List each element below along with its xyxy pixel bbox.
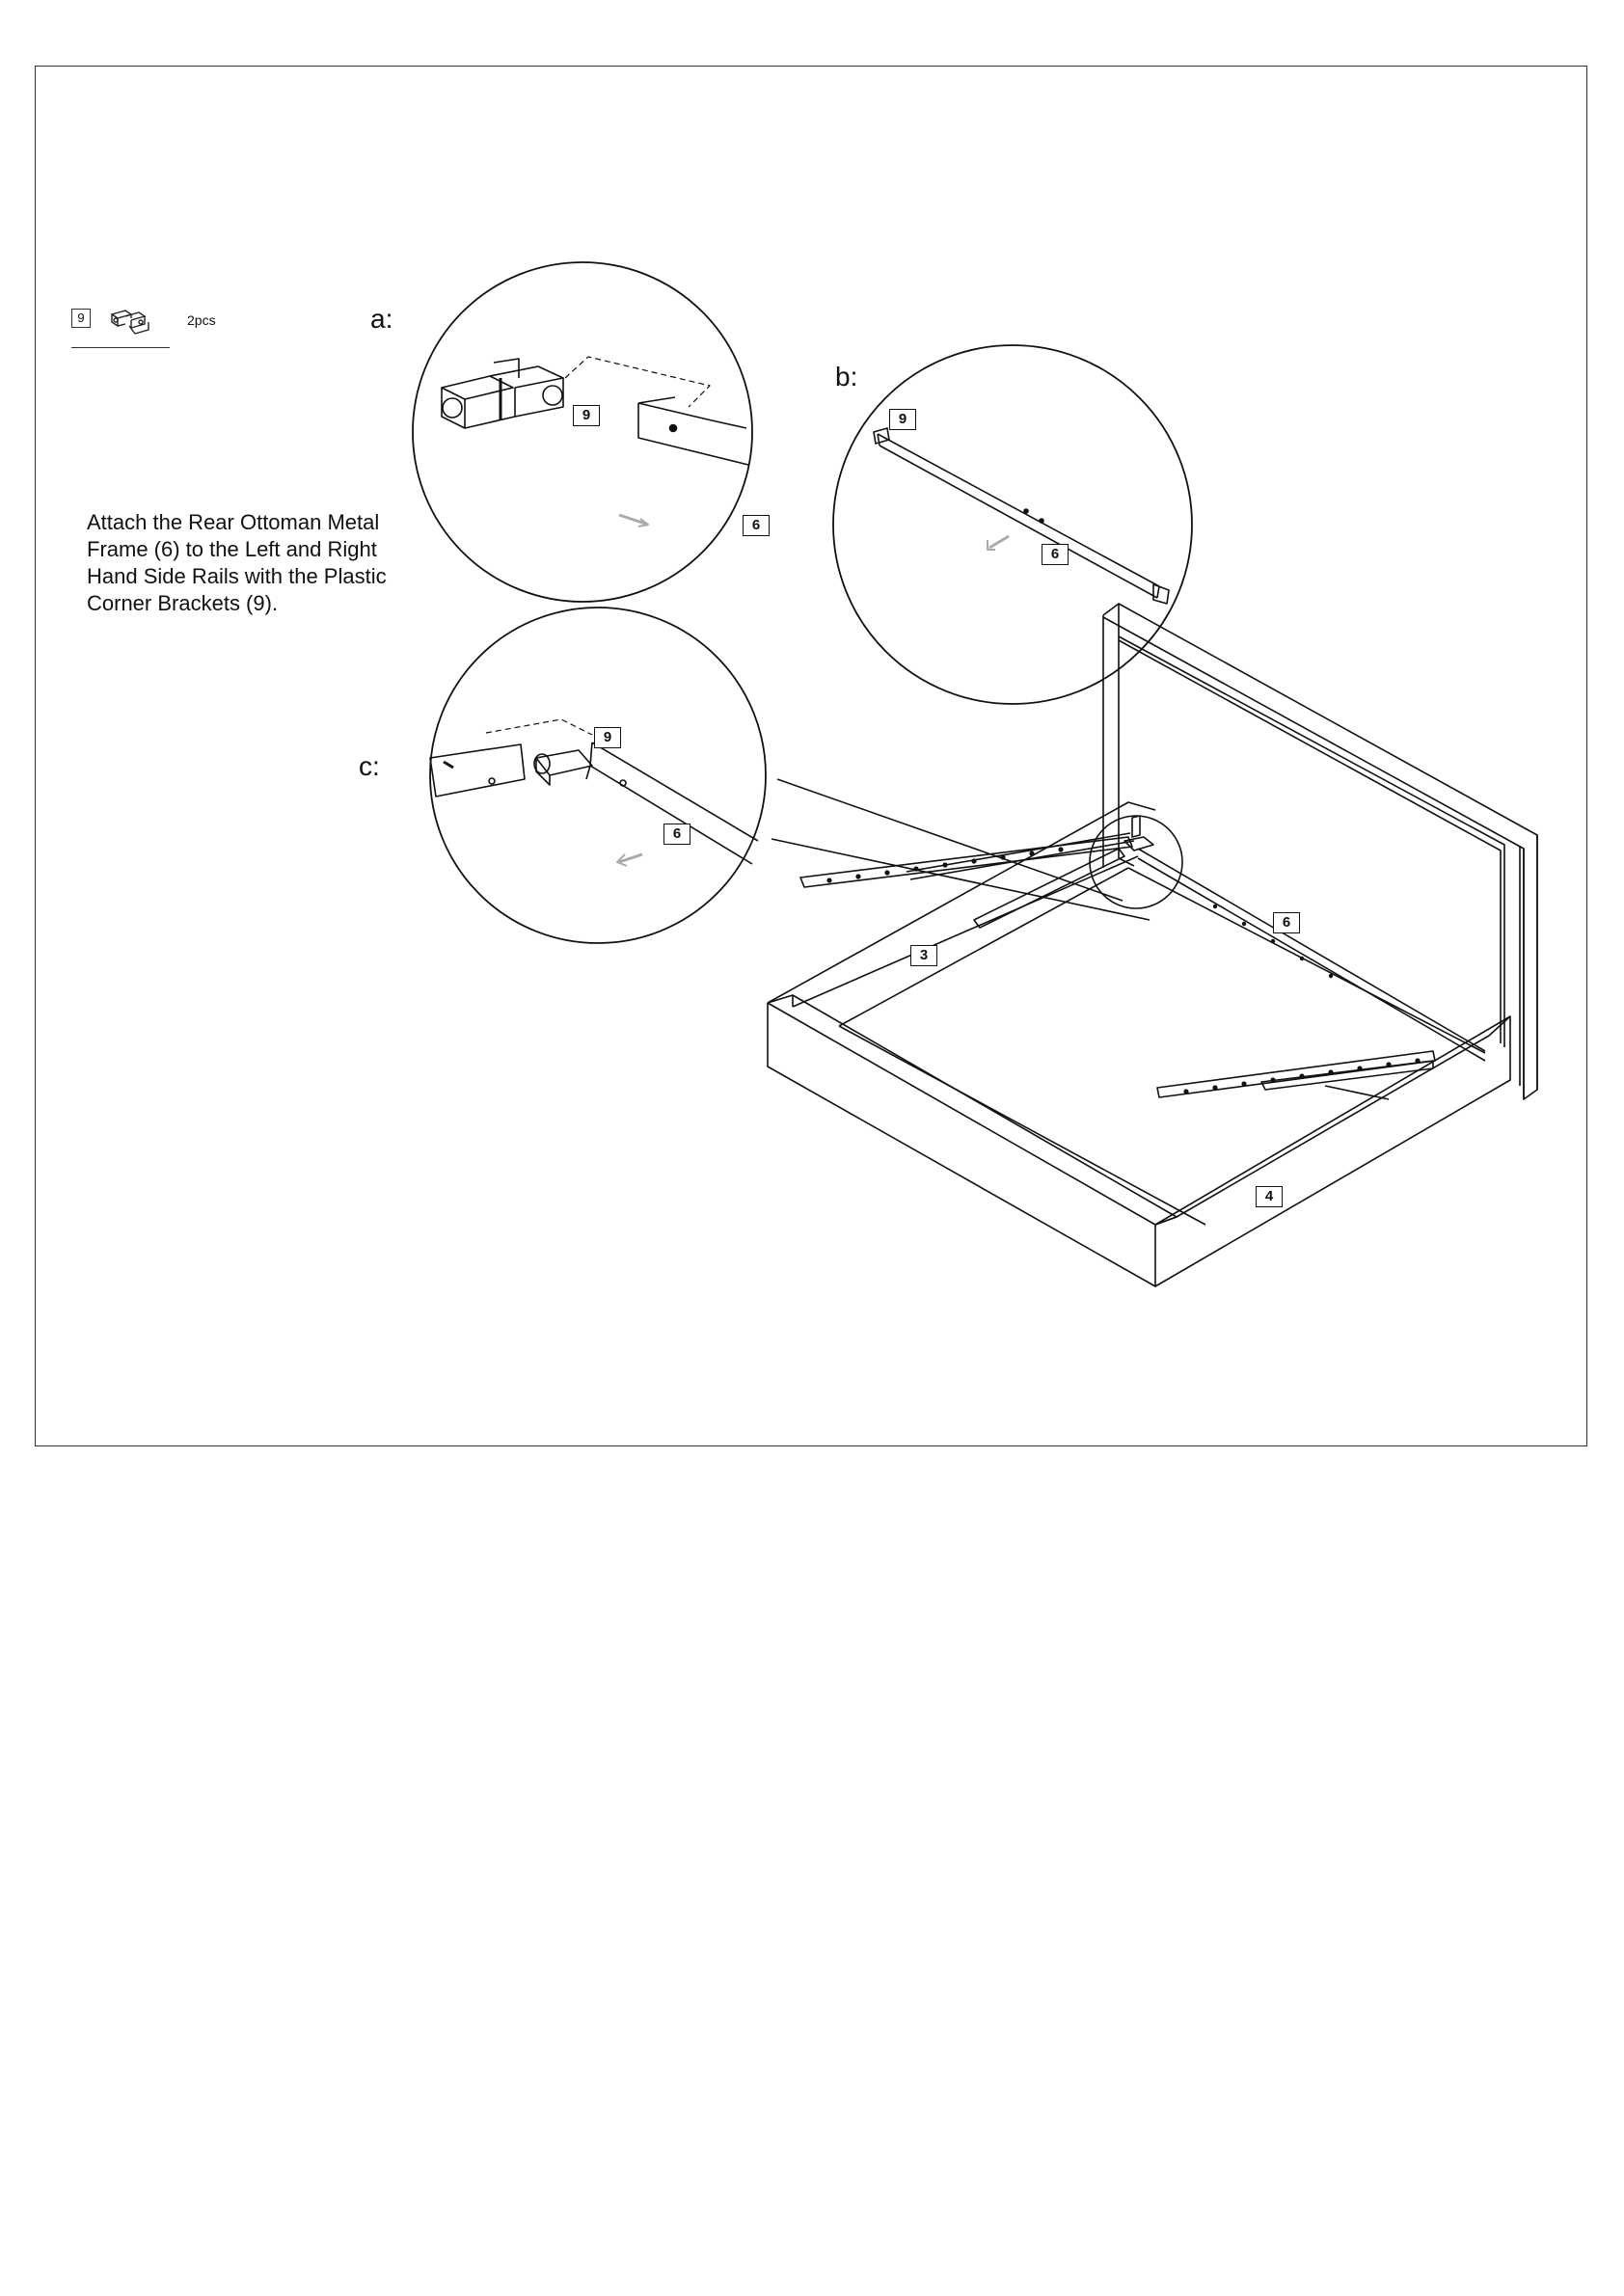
detail-c-frame-tag: 6 [663, 824, 690, 845]
headboard [1103, 604, 1537, 1099]
instruction-text: Attach the Rear Ottoman Metal Frame (6) to the Left and Right Hand Side Rails with the Plastic Corner Brackets (9). [87, 510, 387, 615]
detail-a-frame-tag: 6 [743, 515, 770, 536]
bed-base [768, 802, 1510, 1286]
part-quantity: 2pcs [187, 312, 216, 328]
side-rail-tag: 3 [910, 945, 937, 966]
foot-end-tag: 4 [1256, 1186, 1283, 1207]
detail-a [413, 262, 752, 602]
detail-b-frame-tag: 6 [1042, 544, 1069, 565]
rear-frame-tag: 6 [1273, 912, 1300, 933]
detail-a-label: a: [370, 304, 393, 334]
detail-b-label: b: [835, 362, 858, 392]
part-number: 9 [71, 309, 91, 328]
detail-c-bracket-tag: 9 [594, 727, 621, 748]
detail-c [430, 608, 766, 943]
detail-a-bracket-tag: 9 [573, 405, 600, 426]
detail-b-bracket-tag: 9 [889, 409, 916, 430]
detail-b [833, 345, 1192, 704]
detail-c-label: c: [359, 751, 380, 781]
